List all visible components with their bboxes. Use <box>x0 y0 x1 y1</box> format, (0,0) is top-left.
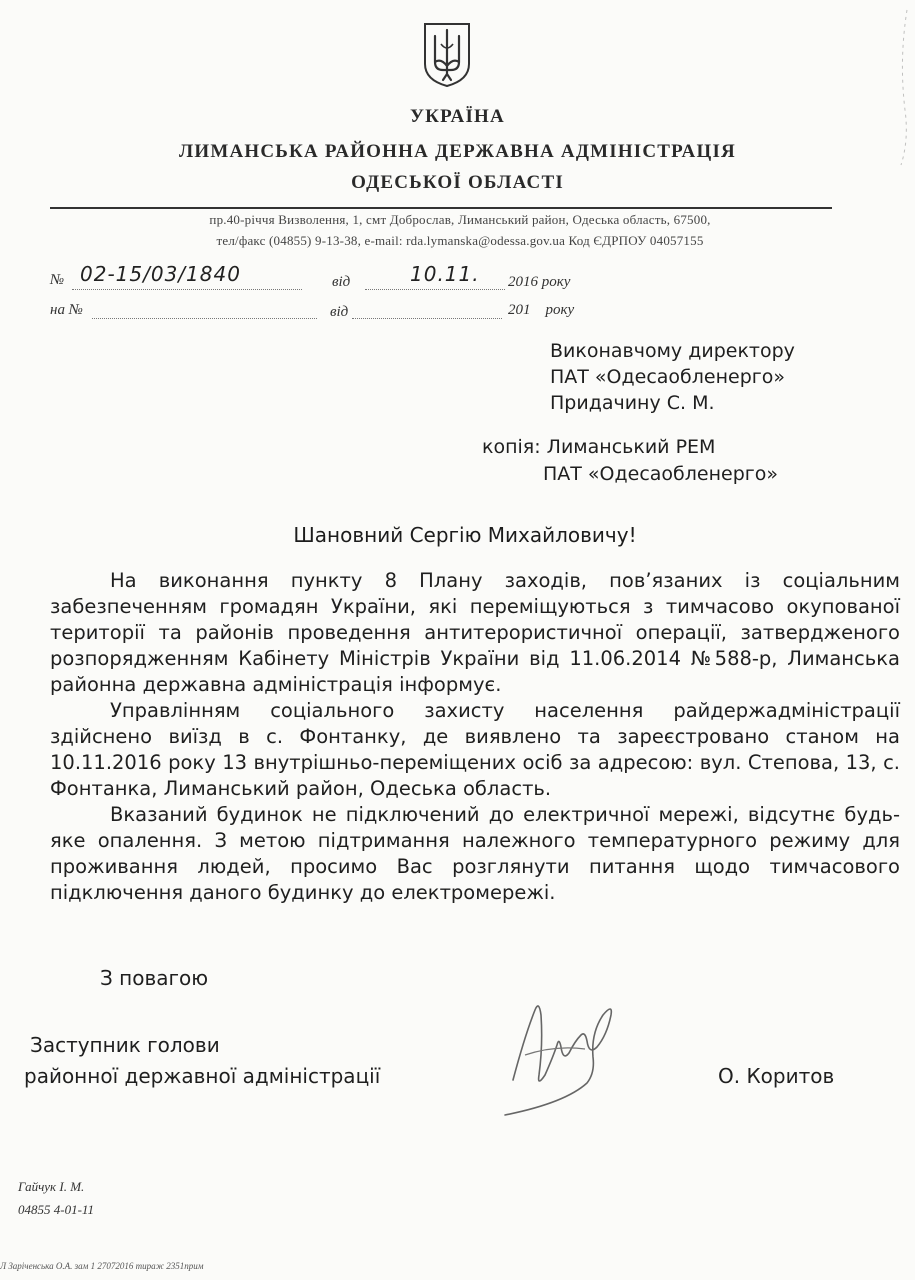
addressee-line-3: Придачину С. М. <box>550 392 715 414</box>
executor-phone: 04855 4-01-11 <box>18 1202 94 1217</box>
reg-date-handwritten: 10.11. <box>410 262 480 286</box>
reg-year: 2016 року <box>508 274 571 290</box>
addressee-line-1: Виконавчому директору <box>550 340 795 362</box>
header-divider <box>50 207 832 209</box>
header-region: ОДЕСЬКОЇ ОБЛАСТІ <box>351 172 564 193</box>
reference-date-line <box>352 300 502 319</box>
addressee-line-2: ПАТ «Одесаобленерго» <box>550 366 786 388</box>
copy-recipient-2: ПАТ «Одесаобленерго» <box>543 463 779 485</box>
header-address: пр.40-річчя Визволення, 1, смт Доброслав, Лиманський район, Одеська область, 67500, <box>209 212 711 227</box>
signatory-position-2: районної державної адміністрації <box>24 1064 381 1088</box>
header-country: УКРАЇНА <box>410 106 505 127</box>
reference-year: 201 року <box>508 302 575 318</box>
executor-name: Гайчук І. М. <box>18 1179 85 1194</box>
header-organization: ЛИМАНСЬКА РАЙОННА ДЕРЖАВНА АДМІНІСТРАЦІЯ <box>179 141 736 162</box>
paragraph-2: Управлінням соціального захисту населення райдержадміністрації здійснено виїзд в с. Фонтанку, де виявлено та зареєстровано станом на 10.11.2016 року 13 внутрішньо-переміщених осіб за адресою: вул. Степова, 13, с. Фонтанка, Лиманський район, Одеська область. <box>50 699 900 800</box>
reference-date-label: від <box>330 304 349 320</box>
reg-number-handwritten: 02-15/03/1840 <box>80 262 241 286</box>
greeting: Шановний Сергію Михайловичу! <box>293 523 637 547</box>
closing-regards: З повагою <box>100 966 209 990</box>
reg-number-label: № <box>50 272 65 288</box>
tryzub-icon <box>421 22 473 88</box>
paragraph-3: Вказаний будинок не підключений до електричної мережі, відсутнє будь-яке опалення. З метою підтримання належного температурного режиму для проживання людей, просимо Вас розглянути питання щодо тимчасового підключення даного будинку до електромережі. <box>50 803 900 904</box>
paragraph-1: На виконання пункту 8 Плану заходів, пов’язаних із соціальним забезпеченням громадян України, які переміщуються з тимчасово окупованої території та районів проведення антитерористичної операції, затвердженого розпорядженням Кабінету Міністрів України від 11.06.2014 №588-р, Лиманська районна державна адміністрація інформує. <box>50 569 900 696</box>
signatory-name: О. Коритов <box>718 1064 835 1088</box>
reference-number-line <box>92 300 317 319</box>
copy-recipient-1: копія: Лиманський РЕМ <box>482 436 716 458</box>
signatory-position-1: Заступник голови <box>30 1033 220 1057</box>
letter-body <box>50 568 900 906</box>
stamp-edge-mark <box>893 0 911 170</box>
print-footer-note: Л Заріченська О.А. зам 1 27072016 тираж 2351прим <box>0 1261 204 1271</box>
reg-date-label: від <box>332 274 351 290</box>
reference-number-label: на № <box>50 302 83 318</box>
signature-image <box>495 975 635 1125</box>
header-contacts: тел/факс (04855) 9-13-38, e-mail: rda.lymanska@odessa.gov.ua Код ЄДРПОУ 04057155 <box>216 233 704 248</box>
